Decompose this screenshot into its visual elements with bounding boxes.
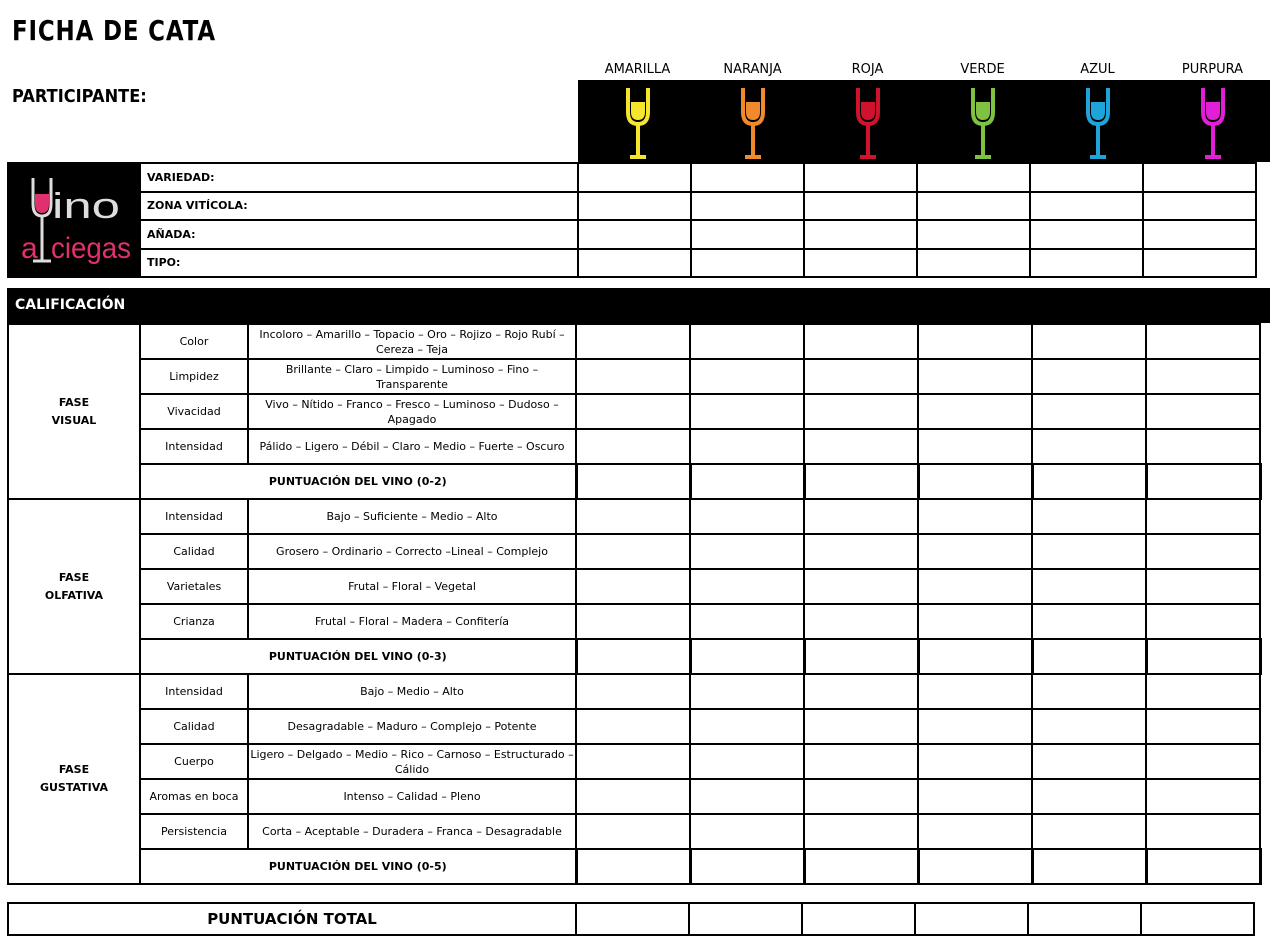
score-input-cell[interactable]: [1032, 359, 1146, 394]
score-input-cell[interactable]: [576, 569, 690, 604]
score-input-cell[interactable]: [576, 394, 690, 429]
wine-label-1: NARANJA: [723, 62, 782, 77]
score-input-cell[interactable]: [690, 394, 804, 429]
attribute-options: Intenso – Calidad – Pleno: [248, 779, 576, 814]
phase-score-cell[interactable]: [918, 639, 1032, 674]
score-input-cell[interactable]: [690, 429, 804, 464]
total-score-cell[interactable]: [689, 903, 802, 935]
criteria-row: [8, 499, 1260, 534]
attribute-label: Limpidez: [140, 359, 248, 394]
score-input-cell[interactable]: [918, 709, 1032, 744]
info-input-cell[interactable]: [804, 249, 917, 278]
score-input-cell[interactable]: [576, 709, 690, 744]
score-input-cell[interactable]: [804, 499, 918, 534]
info-input-cell[interactable]: [578, 249, 691, 278]
criteria-row: [8, 744, 1260, 779]
info-input-cell[interactable]: [691, 220, 804, 249]
info-label: TIPO:: [140, 249, 578, 278]
score-input-cell[interactable]: [1032, 604, 1146, 639]
score-input-cell[interactable]: [804, 744, 918, 779]
score-input-cell[interactable]: [576, 674, 690, 709]
criteria-row: [8, 674, 1260, 709]
phase-label: FASE VISUAL: [8, 324, 140, 499]
score-input-cell[interactable]: [576, 534, 690, 569]
phase-score-cell[interactable]: [576, 464, 690, 499]
wine-glass-icon: [1155, 84, 1270, 162]
score-input-cell[interactable]: [1032, 814, 1146, 849]
score-input-cell[interactable]: [804, 429, 918, 464]
phase-score-cell[interactable]: [690, 849, 804, 884]
score-input-cell[interactable]: [1146, 814, 1260, 849]
wine-glass-icon: [810, 84, 925, 162]
score-input-cell[interactable]: [1032, 429, 1146, 464]
criteria-row: [8, 569, 1260, 604]
info-input-cell[interactable]: [1030, 163, 1143, 192]
attribute-options: Bajo – Medio – Alto: [248, 674, 576, 709]
info-row: [8, 163, 1256, 192]
criteria-row: [8, 429, 1260, 464]
total-score-cell[interactable]: [576, 903, 689, 935]
score-input-cell[interactable]: [1146, 604, 1260, 639]
wine-glass-icon: [580, 84, 695, 162]
score-input-cell[interactable]: [576, 429, 690, 464]
score-input-cell[interactable]: [918, 674, 1032, 709]
score-input-cell[interactable]: [690, 779, 804, 814]
phase-score-cell[interactable]: [690, 639, 804, 674]
score-input-cell[interactable]: [804, 674, 918, 709]
info-input-cell[interactable]: [917, 163, 1030, 192]
score-input-cell[interactable]: [690, 569, 804, 604]
score-input-cell[interactable]: [804, 604, 918, 639]
phase-score-cell[interactable]: [1146, 464, 1260, 499]
wine-info-table: [7, 162, 1257, 278]
score-input-cell[interactable]: [1146, 499, 1260, 534]
phase-score-cell[interactable]: [804, 849, 918, 884]
score-input-cell[interactable]: [576, 324, 690, 359]
info-input-cell[interactable]: [1143, 249, 1256, 278]
score-input-cell[interactable]: [918, 814, 1032, 849]
score-input-cell[interactable]: [1032, 569, 1146, 604]
score-input-cell[interactable]: [918, 744, 1032, 779]
score-input-cell[interactable]: [804, 324, 918, 359]
tasting-table: [7, 323, 1262, 885]
phase-score-cell[interactable]: [1032, 849, 1146, 884]
score-input-cell[interactable]: [690, 674, 804, 709]
score-input-cell[interactable]: [690, 534, 804, 569]
score-input-cell[interactable]: [918, 534, 1032, 569]
info-input-cell[interactable]: [1030, 249, 1143, 278]
attribute-options: Ligero – Delgado – Medio – Rico – Carnoso – Estructurado – Cálido: [248, 744, 576, 779]
info-input-cell[interactable]: [691, 249, 804, 278]
score-input-cell[interactable]: [690, 499, 804, 534]
score-input-cell[interactable]: [1032, 709, 1146, 744]
attribute-label: Intensidad: [140, 674, 248, 709]
attribute-label: Intensidad: [140, 429, 248, 464]
attribute-label: Calidad: [140, 709, 248, 744]
total-score-cell[interactable]: [1028, 903, 1141, 935]
score-input-cell[interactable]: [1032, 324, 1146, 359]
score-input-cell[interactable]: [918, 779, 1032, 814]
info-input-cell[interactable]: [578, 220, 691, 249]
info-input-cell[interactable]: [804, 163, 917, 192]
score-input-cell[interactable]: [690, 359, 804, 394]
phase-score-cell[interactable]: [804, 464, 918, 499]
criteria-row: [8, 534, 1260, 569]
attribute-options: Brillante – Claro – Limpido – Luminoso – Fino – Transparente: [248, 359, 576, 394]
score-input-cell[interactable]: [1032, 674, 1146, 709]
score-input-cell[interactable]: [1146, 709, 1260, 744]
attribute-options: Grosero – Ordinario – Correcto –Lineal – Complejo: [248, 534, 576, 569]
score-input-cell[interactable]: [1146, 324, 1260, 359]
wine-glass-icon: [695, 84, 810, 162]
phase-score-cell[interactable]: [1032, 639, 1146, 674]
phase-score-row: [8, 464, 1260, 499]
attribute-label: Intensidad: [140, 499, 248, 534]
phase-score-cell[interactable]: [804, 639, 918, 674]
phase-score-label: PUNTUACIÓN DEL VINO (0-5): [140, 849, 576, 884]
info-input-cell[interactable]: [917, 249, 1030, 278]
phase-label: FASE OLFATIVA: [8, 499, 140, 674]
attribute-options: Vivo – Nítido – Franco – Fresco – Luminoso – Dudoso – Apagado: [248, 394, 576, 429]
score-input-cell[interactable]: [576, 814, 690, 849]
participante-label: PARTICIPANTE:: [12, 86, 147, 107]
score-input-cell[interactable]: [1146, 359, 1260, 394]
phase-score-cell[interactable]: [1146, 639, 1260, 674]
info-label: ZONA VITÍCOLA:: [140, 192, 578, 221]
info-input-cell[interactable]: [917, 192, 1030, 221]
score-input-cell[interactable]: [1146, 394, 1260, 429]
criteria-row: [8, 814, 1260, 849]
score-input-cell[interactable]: [918, 324, 1032, 359]
phase-score-cell[interactable]: [918, 849, 1032, 884]
info-input-cell[interactable]: [578, 192, 691, 221]
score-input-cell[interactable]: [918, 604, 1032, 639]
page-title: FICHA DE CATA: [12, 14, 216, 47]
info-label: AÑADA:: [140, 220, 578, 249]
info-input-cell[interactable]: [1143, 220, 1256, 249]
score-input-cell[interactable]: [1146, 744, 1260, 779]
score-input-cell[interactable]: [918, 359, 1032, 394]
attribute-options: Pálido – Ligero – Débil – Claro – Medio – Fuerte – Oscuro: [248, 429, 576, 464]
score-input-cell[interactable]: [690, 709, 804, 744]
score-input-cell[interactable]: [576, 604, 690, 639]
score-input-cell[interactable]: [1032, 744, 1146, 779]
criteria-row: [8, 779, 1260, 814]
wine-glass-icon: [1040, 84, 1155, 162]
attribute-label: Cuerpo: [140, 744, 248, 779]
logo-text-vino: ino: [52, 185, 120, 226]
info-input-cell[interactable]: [1143, 192, 1256, 221]
phase-score-row: [8, 639, 1260, 674]
info-input-cell[interactable]: [804, 220, 917, 249]
attribute-options: Frutal – Floral – Vegetal: [248, 569, 576, 604]
score-input-cell[interactable]: [1032, 499, 1146, 534]
attribute-options: Frutal – Floral – Madera – Confitería: [248, 604, 576, 639]
phase-score-cell[interactable]: [1032, 464, 1146, 499]
attribute-label: Calidad: [140, 534, 248, 569]
attribute-label: Color: [140, 324, 248, 359]
score-input-cell[interactable]: [804, 814, 918, 849]
score-input-cell[interactable]: [804, 709, 918, 744]
attribute-label: Aromas en boca: [140, 779, 248, 814]
score-input-cell[interactable]: [690, 744, 804, 779]
score-input-cell[interactable]: [804, 359, 918, 394]
info-row: [8, 220, 1256, 249]
total-score-cell[interactable]: [802, 903, 915, 935]
phase-score-cell[interactable]: [1146, 849, 1260, 884]
score-input-cell[interactable]: [804, 569, 918, 604]
info-input-cell[interactable]: [917, 220, 1030, 249]
total-score-table: [7, 902, 1255, 936]
criteria-row: [8, 359, 1260, 394]
info-row: [8, 192, 1256, 221]
score-input-cell[interactable]: [576, 359, 690, 394]
score-input-cell[interactable]: [1032, 534, 1146, 569]
criteria-row: [8, 394, 1260, 429]
score-input-cell[interactable]: [804, 779, 918, 814]
score-input-cell[interactable]: [804, 394, 918, 429]
vino-a-ciegas-logo: [8, 163, 140, 277]
wine-label-5: PURPURA: [1181, 62, 1244, 77]
criteria-row: [8, 709, 1260, 744]
info-input-cell[interactable]: [578, 163, 691, 192]
total-score-cell[interactable]: [915, 903, 1028, 935]
score-input-cell[interactable]: [1146, 779, 1260, 814]
wine-label-4: AZUL: [1080, 62, 1115, 77]
info-input-cell[interactable]: [691, 163, 804, 192]
attribute-options: Bajo – Suficiente – Medio – Alto: [248, 499, 576, 534]
criteria-row: [8, 604, 1260, 639]
score-input-cell[interactable]: [1146, 674, 1260, 709]
phase-score-cell[interactable]: [576, 849, 690, 884]
logo-text-ciegas: ciegas: [51, 232, 131, 265]
wine-glass-icon: [925, 84, 1040, 162]
score-input-cell[interactable]: [690, 604, 804, 639]
score-input-cell[interactable]: [1032, 779, 1146, 814]
info-row: [8, 249, 1256, 278]
score-input-cell[interactable]: [918, 429, 1032, 464]
criteria-row: [8, 324, 1260, 359]
phase-score-cell[interactable]: [918, 464, 1032, 499]
calificacion-header: CALIFICACIÓN: [7, 288, 1270, 323]
attribute-label: Persistencia: [140, 814, 248, 849]
score-input-cell[interactable]: [804, 534, 918, 569]
score-input-cell[interactable]: [690, 324, 804, 359]
attribute-label: Varietales: [140, 569, 248, 604]
score-input-cell[interactable]: [918, 569, 1032, 604]
wine-label-0: AMARILLA: [604, 62, 671, 77]
info-input-cell[interactable]: [691, 192, 804, 221]
attribute-options: Incoloro – Amarillo – Topacio – Oro – Rojizo – Rojo Rubí – Cereza – Teja: [248, 324, 576, 359]
phase-score-row: [8, 849, 1260, 884]
phase-score-cell[interactable]: [576, 639, 690, 674]
wine-label-3: VERDE: [960, 62, 1005, 77]
score-input-cell[interactable]: [576, 744, 690, 779]
score-input-cell[interactable]: [918, 499, 1032, 534]
attribute-label: Crianza: [140, 604, 248, 639]
score-input-cell[interactable]: [1146, 429, 1260, 464]
score-input-cell[interactable]: [918, 394, 1032, 429]
info-input-cell[interactable]: [1143, 163, 1256, 192]
logo-text-a: a: [21, 232, 38, 265]
score-input-cell[interactable]: [690, 814, 804, 849]
score-input-cell[interactable]: [1146, 534, 1260, 569]
total-score-label: PUNTUACIÓN TOTAL: [8, 903, 576, 935]
info-input-cell[interactable]: [804, 192, 917, 221]
attribute-options: Corta – Aceptable – Duradera – Franca – Desagradable: [248, 814, 576, 849]
phase-score-cell[interactable]: [690, 464, 804, 499]
attribute-label: Vivacidad: [140, 394, 248, 429]
attribute-options: Desagradable – Maduro – Complejo – Potente: [248, 709, 576, 744]
score-input-cell[interactable]: [1146, 569, 1260, 604]
info-input-cell[interactable]: [1030, 192, 1143, 221]
score-input-cell[interactable]: [1032, 394, 1146, 429]
total-score-cell[interactable]: [1141, 903, 1254, 935]
score-input-cell[interactable]: [576, 779, 690, 814]
wine-label-2: ROJA: [851, 62, 884, 77]
phase-score-label: PUNTUACIÓN DEL VINO (0-3): [140, 639, 576, 674]
score-input-cell[interactable]: [576, 499, 690, 534]
phase-label: FASE GUSTATIVA: [8, 674, 140, 884]
info-label: VARIEDAD:: [140, 163, 578, 192]
info-input-cell[interactable]: [1030, 220, 1143, 249]
phase-score-label: PUNTUACIÓN DEL VINO (0-2): [140, 464, 576, 499]
